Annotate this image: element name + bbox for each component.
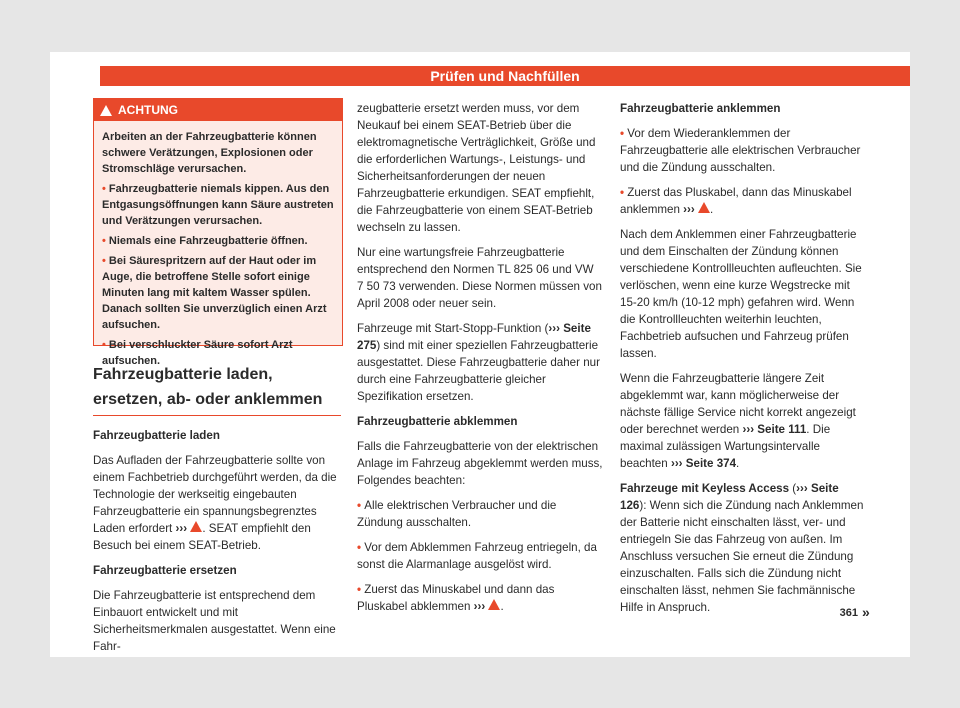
paragraph-laden: Das Aufladen der Fahrzeugbatterie sollte von einem Fachbetrieb durchgeführt werden, da die Technologie der werkseitig eingebauten Fahrzeugbatterie ein spannungsbegrenztes Laden erfordert ››› . SEAT empfiehlt den Besuch bei einem SEAT-Betrieb. (93, 454, 337, 552)
subheading-abklemmen: Fahrzeugbatterie abklemmen (357, 415, 518, 428)
subheading-anklemmen: Fahrzeugbatterie anklemmen (620, 102, 781, 115)
ref-arrows[interactable]: ››› (473, 600, 486, 613)
warning-item: • Bei Säurespritzern auf der Haut oder im Auge, die betroffene Stelle sofort einige Minuten lang mit kaltem Wasser spülen. Danach sollten Sie unverzüglich einen Arzt aufsuchen. (102, 253, 334, 333)
page-reference-link[interactable]: ››› Seite 374 (670, 457, 737, 470)
warning-item: • Niemals eine Fahrzeugbatterie öffnen. (102, 233, 334, 249)
warning-ref-icon (488, 599, 500, 610)
column-2 (357, 100, 603, 623)
paragraph-start-stopp: Fahrzeuge mit Start-Stopp-Funktion (››› Seite 275) sind mit einer speziellen Fahrzeugbatterie ausgestattet. Diese Fahrzeugbatterie daher nur durch eine Fahrzeugbatterie gleicher Spezifikation ersetzen. (357, 322, 600, 403)
warning-triangle-icon (100, 105, 112, 116)
warning-lead: Arbeiten an der Fahrzeugbatterie können schwere Verätzungen, Explosionen oder Stromschläge verursachen. (102, 131, 317, 175)
page-reference-link[interactable]: ››› Seite 111 (742, 423, 807, 436)
paragraph: zeugbatterie ersetzt werden muss, vor dem Neukauf bei einem SEAT-Betrieb über die elektromagnetische Verträglichkeit, Größe und die erforderlichen Wartungs-, Leistungs- und Sicherheitsanforderungen der neuen Fahrzeugbatterie erkundigen. SEAT empfiehlt, die Fahrzeugbatterie von einem SEAT-Betrieb wechseln zu lassen. (357, 102, 596, 234)
warning-title: ACHTUNG (118, 103, 178, 117)
subheading-ersetzen: Fahrzeugbatterie ersetzen (93, 564, 237, 577)
warning-item: • Fahrzeugbatterie niemals kippen. Aus den Entgasungsöffnungen kann Säure austreten und Verätzungen verursachen. (102, 181, 334, 229)
paragraph: Nach dem Anklemmen einer Fahrzeugbatterie und dem Einschalten der Zündung können verschiedene Kontrollleuchten aufleuchten. Sie verlöschen, wenn eine kurze Wegstrecke mit 15-20 km/h (10-12 mph) gefahren wird. Wenn die Kontrollleuchten weiterhin leuchten, Fachbetrieb aufsuchen und Fahrzeug prüfen lassen. (620, 228, 862, 360)
list-item: • Alle elektrischen Verbraucher und die Zündung ausschalten. (357, 497, 603, 531)
ref-arrows[interactable]: ››› (683, 203, 695, 216)
warning-header (94, 99, 342, 121)
warning-body (94, 121, 342, 369)
list-item: • Vor dem Wiederanklemmen der Fahrzeugbatterie alle elektrischen Verbraucher und die Zündung ausschalten. (620, 125, 868, 176)
column-1 (93, 427, 341, 663)
list-item: • Zuerst das Pluskabel, dann das Minuskabel anklemmen ››› . (620, 184, 868, 218)
ref-arrows[interactable]: ››› (175, 522, 188, 535)
list-item: • Vor dem Abklemmen Fahrzeug entriegeln, da sonst die Alarmanlage ausgelöst wird. (357, 539, 603, 573)
paragraph-ersetzen: Die Fahrzeugbatterie ist entsprechend dem Einbauort entwickelt und mit Sicherheitsmerkmalen ausgestattet. Wenn eine Fahr- (93, 589, 336, 653)
page-reference-link[interactable]: ››› Seite 275 (357, 322, 591, 352)
list-item: • Zuerst das Minuskabel und dann das Pluskabel abklemmen ››› . (357, 581, 603, 615)
page-number: 361 (839, 607, 858, 619)
paragraph-keyless: Fahrzeuge mit Keyless Access (››› Seite 126): Wenn sich die Zündung nach Anklemmen der Batterie nicht einschalten lässt, ver- und entriegeln Sie das Fahrzeug von außen. Im Anschluss versuchen Sie erneut die Zündung einzuschalten. Falls sich die Zündung nicht einschalten lässt, nehmen Sie fachmännische Hilfe in Anspruch. (620, 482, 864, 614)
paragraph-service: Wenn die Fahrzeugbatterie längere Zeit abgeklemmt war, kann möglicherweise der nächste fällige Service nicht korrekt angezeigt oder berechnet werden ››› Seite 111. Die maximal zulässigen Wartungsintervalle beachten ››› Seite 374. (620, 372, 856, 470)
paragraph: Falls die Fahrzeugbatterie von der elektrischen Anlage im Fahrzeug abgeklemmt werden muss, Folgendes beachten: (357, 440, 603, 487)
column-3 (620, 100, 868, 624)
warning-box (93, 98, 343, 367)
warning-item: • Bei verschluckter Säure sofort Arzt aufsuchen. (102, 337, 334, 369)
page-reference-link[interactable]: ››› Seite 126 (620, 482, 839, 512)
warning-ref-icon (190, 521, 202, 532)
warning-ref-icon (698, 202, 710, 213)
subheading-laden: Fahrzeugbatterie laden (93, 429, 220, 442)
paragraph: Nur eine wartungsfreie Fahrzeugbatterie entsprechend den Normen TL 825 06 und VW 7 50 73 verwenden. Diese Normen müssen von April 2008 oder neuer sein. (357, 246, 602, 310)
page-header: Prüfen und Nachfüllen (100, 66, 910, 86)
section-title: Fahrzeugbatterie laden, ersetzen, ab- oder anklemmen (93, 366, 323, 408)
continue-marker: » (862, 604, 870, 620)
section-divider (93, 415, 341, 416)
manual-page (50, 52, 910, 657)
